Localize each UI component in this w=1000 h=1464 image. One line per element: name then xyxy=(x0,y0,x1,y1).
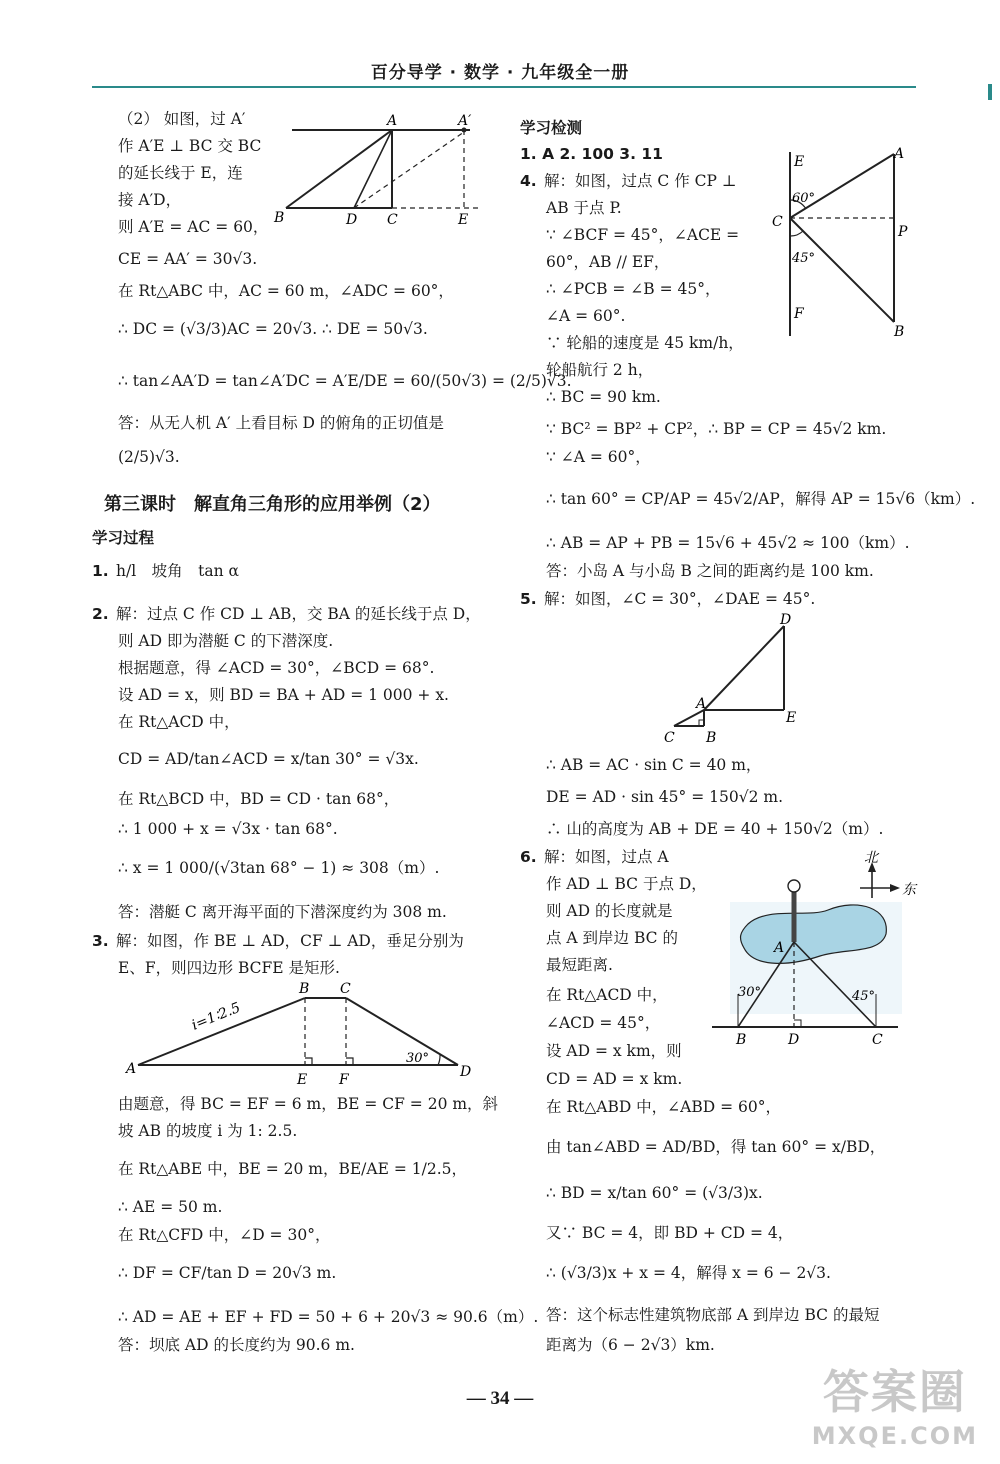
fig4-label: P xyxy=(898,224,908,240)
text-line: 60°，AB // EF， xyxy=(546,253,670,271)
text-line: 点 A 到岸边 BC 的 xyxy=(546,929,678,947)
text-line: 解：如图，作 BE ⊥ AD，CF ⊥ AD，垂足分别为 xyxy=(116,932,464,950)
text-line: 又∵ BC = 4，即 BD + CD = 4， xyxy=(546,1224,794,1242)
text-line: 接 A′D， xyxy=(118,191,182,209)
text-line: 作 AD ⊥ BC 于点 D， xyxy=(546,875,707,893)
figure-drone xyxy=(270,108,500,233)
fig6-label: C xyxy=(872,1032,883,1048)
fig6-angle: 45° xyxy=(852,989,876,1004)
text-line: 在 Rt△ABE 中，BE = 20 m，BE/AE = 1/2.5， xyxy=(118,1160,467,1178)
text-line: 在 Rt△CFD 中，∠D = 30°， xyxy=(118,1226,331,1244)
text-line: CD = AD = x km. xyxy=(546,1070,683,1088)
fig1-label: A xyxy=(387,113,398,129)
fig4-angle: 45° xyxy=(792,251,816,266)
fig5-label: A xyxy=(696,696,707,712)
fig3-label: B xyxy=(299,981,310,997)
text-line: 在 Rt△ACD 中， xyxy=(118,713,240,731)
angle-label: 30° xyxy=(406,1051,430,1066)
fig4-label: C xyxy=(772,214,783,230)
text-line: ∴ AD = AE + EF + FD = 50 + 6 + 20√3 ≈ 90.6（m）. xyxy=(118,1308,539,1326)
text-line: 最短距离. xyxy=(546,956,613,974)
text-line: 在 Rt△ABC 中，AC = 60 m，∠ADC = 60°， xyxy=(118,282,454,300)
text-line: 轮船航行 2 h， xyxy=(546,361,654,379)
fig6-label: A xyxy=(774,940,785,956)
text-line: 坡 AB 的坡度 i 为 1: 2.5. xyxy=(118,1122,298,1140)
fig6-label: D xyxy=(788,1032,800,1048)
text-line: CE = AA′ = 30√3. xyxy=(118,250,258,268)
text-line: ∴ ∠PCB = ∠B = 45°， xyxy=(546,280,721,298)
watermark-url: MXQE.COM xyxy=(811,1422,978,1450)
text-line: 由 tan∠ABD = AD/BD，得 tan 60° = x/BD， xyxy=(546,1138,886,1156)
text-line: 答：小岛 A 与小岛 B 之间的距离约是 100 km. xyxy=(546,562,874,580)
figure-landmark xyxy=(708,844,928,1049)
fig6-angle: 30° xyxy=(738,985,762,1000)
text-line: (2/5)√3. xyxy=(118,448,180,466)
text-line: 设 AD = x，则 BD = BA + AD = 1 000 + x. xyxy=(118,686,449,704)
question-number: 2. xyxy=(92,605,109,623)
fig5-label: B xyxy=(706,730,717,746)
fig4-angle: 60° xyxy=(792,191,816,206)
text-line: 则 AD 即为潜艇 C 的下潜深度. xyxy=(118,632,334,650)
text-line: ∴ 山的高度为 AB + DE = 40 + 150√2（m）. xyxy=(546,820,884,838)
fig1-label: E xyxy=(458,212,469,228)
text-line: ∵ ∠BCF = 45°，∠ACE = xyxy=(546,226,740,244)
watermark xyxy=(812,1356,978,1450)
text-line: 在 Rt△BCD 中，BD = CD · tan 68°， xyxy=(118,790,400,808)
edge-mark xyxy=(988,84,992,100)
question-number: 4. xyxy=(520,172,537,190)
text-line: 的延长线于 E，连 xyxy=(118,164,243,182)
text-line: AB 于点 P. xyxy=(546,199,622,217)
fig5-label: D xyxy=(780,612,792,628)
text-line: ∴ DF = CF/tan D = 20√3 m. xyxy=(118,1264,337,1282)
text-line: ∴ BC = 90 km. xyxy=(546,388,661,406)
text-line: 距离为（6 − 2√3）km. xyxy=(546,1336,715,1354)
question-number: 5. xyxy=(520,590,537,608)
text-line: ∴ 1 000 + x = √3x · tan 68°. xyxy=(118,820,338,838)
question-number: 6. xyxy=(520,848,537,866)
text-line: 解：如图，∠C = 30°，∠DAE = 45°. xyxy=(544,590,816,608)
north-label: 北 xyxy=(864,850,878,866)
fig5-label: E xyxy=(786,710,797,726)
text-line: ∴ AB = AC · sin C = 40 m， xyxy=(546,756,762,774)
text-line: 解：如图，过点 C 作 CP ⊥ xyxy=(544,172,737,190)
text-line: CD = AD/tan∠ACD = x/tan 30° = √3x. xyxy=(118,750,419,768)
q1-answer: h/l 坡角 tan α xyxy=(116,562,240,580)
figure-mountain xyxy=(660,612,810,747)
question-number: 1. xyxy=(92,562,109,580)
header-rule xyxy=(92,86,916,88)
text-line: 设 AD = x km，则 xyxy=(546,1042,682,1060)
fig4-label: B xyxy=(894,324,905,340)
text-line: ∴ (√3/3)x + x = 4，解得 x = 6 − 2√3. xyxy=(546,1264,831,1282)
fig6-label: B xyxy=(736,1032,747,1048)
check-title: 学习检测 xyxy=(520,119,583,137)
text-line: 答：潜艇 C 离开海平面的下潜深度约为 308 m. xyxy=(118,903,447,921)
process-title: 学习过程 xyxy=(92,529,155,547)
page-number: — 34 — xyxy=(466,1388,534,1409)
fig3-label: D xyxy=(460,1064,472,1080)
fig1-label: C xyxy=(387,212,398,228)
text-line: ∠ACD = 45°， xyxy=(546,1014,661,1032)
fig1-label: A′ xyxy=(458,113,472,129)
text-line: 答：坝底 AD 的长度约为 90.6 m. xyxy=(118,1336,355,1354)
text-line: ∴ tan 60° = CP/AP = 45√2/AP，解得 AP = 15√6（km）. xyxy=(546,490,976,508)
text-line: ∵ BC² = BP² + CP²，∴ BP = CP = 45√2 km. xyxy=(546,420,887,438)
text-line: 答：这个标志性建筑物底部 A 到岸边 BC 的最短 xyxy=(546,1306,880,1324)
text-line: ∵ 轮船的速度是 45 km/h， xyxy=(546,334,744,352)
slope-label: i=1∶2.5 xyxy=(189,999,243,1034)
question-number: 3. xyxy=(92,932,109,950)
text-line: （2） 如图，过 A′ xyxy=(118,110,246,128)
text-line: 根据题意，得 ∠ACD = 30°，∠BCD = 68°. xyxy=(118,659,435,677)
text-line: 则 AD 的长度就是 xyxy=(546,902,673,920)
fig3-label: C xyxy=(340,981,351,997)
text-line: ∵ ∠A = 60°， xyxy=(546,448,651,466)
text-line: 解：如图，过点 A xyxy=(544,848,669,866)
text-line: ∴ DC = (√3/3)AC = 20√3. ∴ DE = 50√3. xyxy=(118,320,428,338)
figure-dam xyxy=(122,978,482,1088)
text-line: DE = AD · sin 45° = 150√2 m. xyxy=(546,788,783,806)
text-line: E、F，则四边形 BCFE 是矩形. xyxy=(118,959,340,977)
text-line: 答：从无人机 A′ 上看目标 D 的俯角的正切值是 xyxy=(118,414,444,432)
text-line: ∴ AE = 50 m. xyxy=(118,1198,223,1216)
text-line: 由题意，得 BC = EF = 6 m，BE = CF = 20 m，斜 xyxy=(118,1095,499,1113)
text-line: 在 Rt△ACD 中， xyxy=(546,986,668,1004)
text-line: 解：过点 C 作 CD ⊥ AB，交 BA 的延长线于点 D， xyxy=(116,605,481,623)
text-line: 作 A′E ⊥ BC 交 BC xyxy=(118,137,262,155)
fig4-label: F xyxy=(794,306,804,322)
fig4-label: A xyxy=(894,146,905,162)
fig3-label: E xyxy=(297,1072,308,1088)
fig4-label: E xyxy=(794,154,805,170)
text-line: 在 Rt△ABD 中，∠ABD = 60°， xyxy=(546,1098,781,1116)
fig5-label: C xyxy=(664,730,675,746)
q123-answers: 1. A 2. 100 3. 11 xyxy=(520,145,663,163)
page-header-title: 百分导学 · 数学 · 九年级全一册 xyxy=(370,63,630,83)
fig3-label: A xyxy=(126,1061,137,1077)
figure-islands xyxy=(770,140,920,340)
text-line: ∴ x = 1 000/(√3tan 68° − 1) ≈ 308（m）. xyxy=(118,859,440,877)
text-line: ∴ AB = AP + PB = 15√6 + 45√2 ≈ 100（km）. xyxy=(546,534,910,552)
east-label: 东 xyxy=(902,882,916,898)
fig3-label: F xyxy=(339,1072,349,1088)
section-title: 第三课时 解直角三角形的应用举例（2） xyxy=(104,494,441,515)
text-line: ∴ BD = x/tan 60° = (√3/3)x. xyxy=(546,1184,763,1202)
text-line: ∴ tan∠AA′D = tan∠A′DC = A′E/DE = 60/(50√3) = (2/5)√3. xyxy=(118,372,572,390)
text-line: 则 A′E = AC = 60， xyxy=(118,218,269,236)
fig1-label: B xyxy=(274,210,285,226)
text-line: ∠A = 60°. xyxy=(546,307,626,325)
watermark-logo: 答案圈 xyxy=(822,1365,967,1419)
fig1-label: D xyxy=(346,212,358,228)
